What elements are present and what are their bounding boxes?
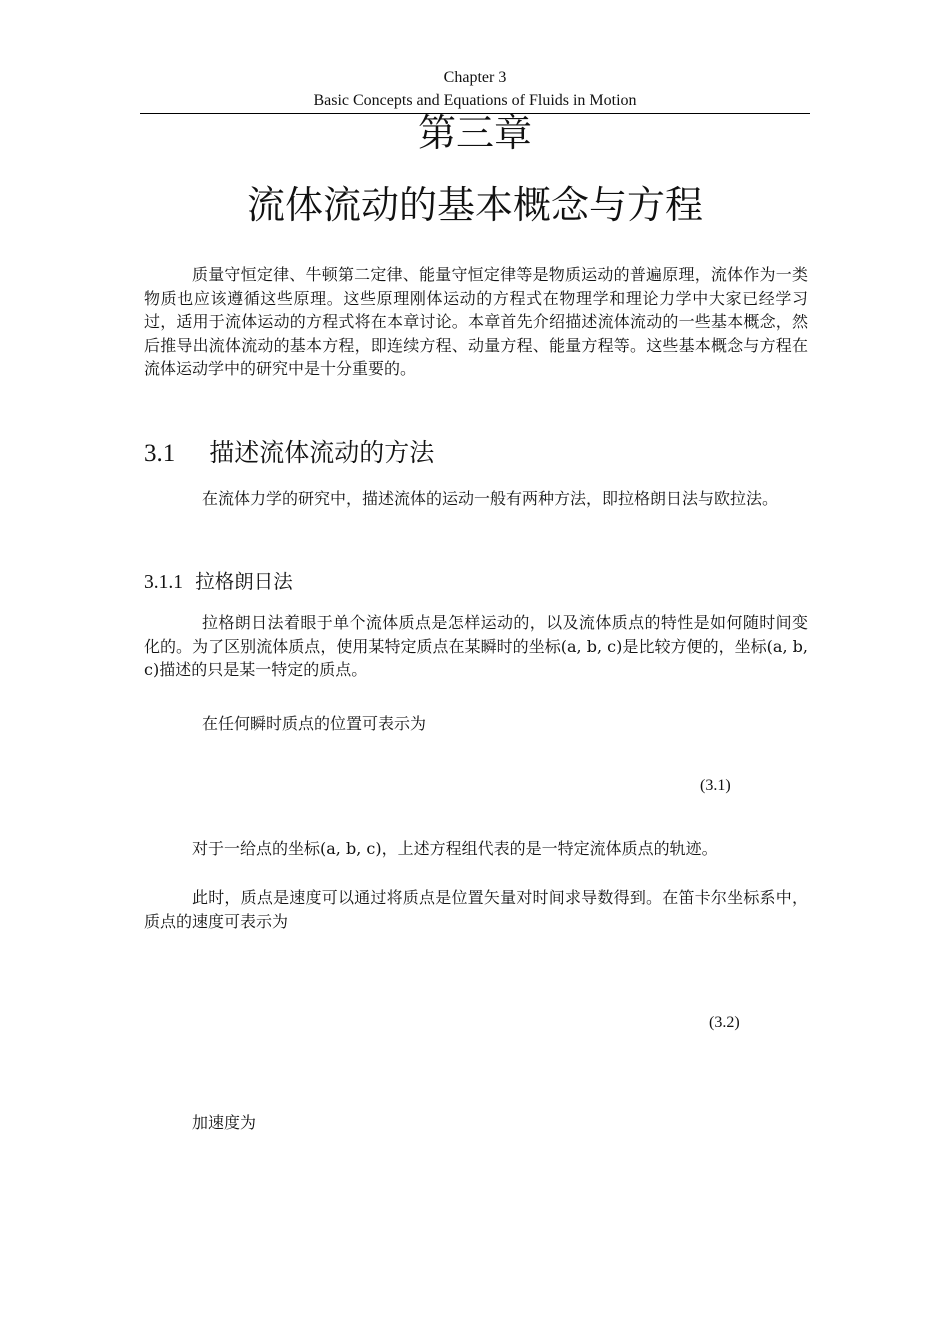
- lagrange-paragraph: 拉格朗日法着眼于单个流体质点是怎样运动的，以及流体质点的特性是如何随时间变化的。为了区别流体质点，使用某特定质点在某瞬时的坐标(a, b, c)是比较方便的，坐标(a, b, c)描述的只是某一特定的质点。: [144, 613, 808, 679]
- chapter-number-heading: 第三章: [417, 111, 532, 155]
- trajectory-paragraph: 对于一给点的坐标(a, b, c)，上述方程组代表的是一特定流体质点的轨迹。: [192, 839, 718, 858]
- velocity-paragraph: 此时，质点是速度可以通过将质点是位置矢量对时间求导数得到。在笛卡尔坐标系中，质点的速度可表示为: [144, 888, 808, 931]
- position-paragraph: 在任何瞬时质点的位置可表示为: [202, 714, 427, 733]
- subsection-title: 拉格朗日法: [195, 570, 293, 593]
- chapter-title: 流体流动的基本概念与方程: [246, 183, 703, 227]
- section-3-1-paragraph: 在流体力学的研究中，描述流体的运动一般有两种方法，即拉格朗日法与欧拉法。: [202, 489, 779, 508]
- running-header-title: Basic Concepts and Equations of Fluids in Motion: [313, 92, 637, 109]
- section-number: 3.1: [144, 440, 176, 467]
- running-header-chapter: Chapter 3: [443, 69, 507, 86]
- section-3-1-1-heading: [144, 570, 293, 595]
- equation-number-3-2: (3.2): [709, 1014, 740, 1031]
- acceleration-paragraph: 加速度为: [192, 1113, 257, 1132]
- equation-number-3-1: (3.1): [700, 777, 731, 794]
- section-3-1-heading: [144, 438, 434, 469]
- section-title: 描述流体流动的方法: [209, 438, 435, 467]
- intro-paragraph: 质量守恒定律、牛顿第二定律、能量守恒定律等是物质运动的普遍原理，流体作为一类物质也应该遵循这些原理。这些原理刚体运动的方程式在物理学和理论力学中大家已经学习过，适用于流体运动的方程式将在本章讨论。本章首先介绍描述流体流动的一些基本概念，然后推导出流体流动的基本方程，即连续方程、动量方程、能量方程等。这些基本概念与方程在流体运动学中的研究中是十分重要的。: [144, 265, 808, 378]
- subsection-number: 3.1.1: [144, 572, 183, 593]
